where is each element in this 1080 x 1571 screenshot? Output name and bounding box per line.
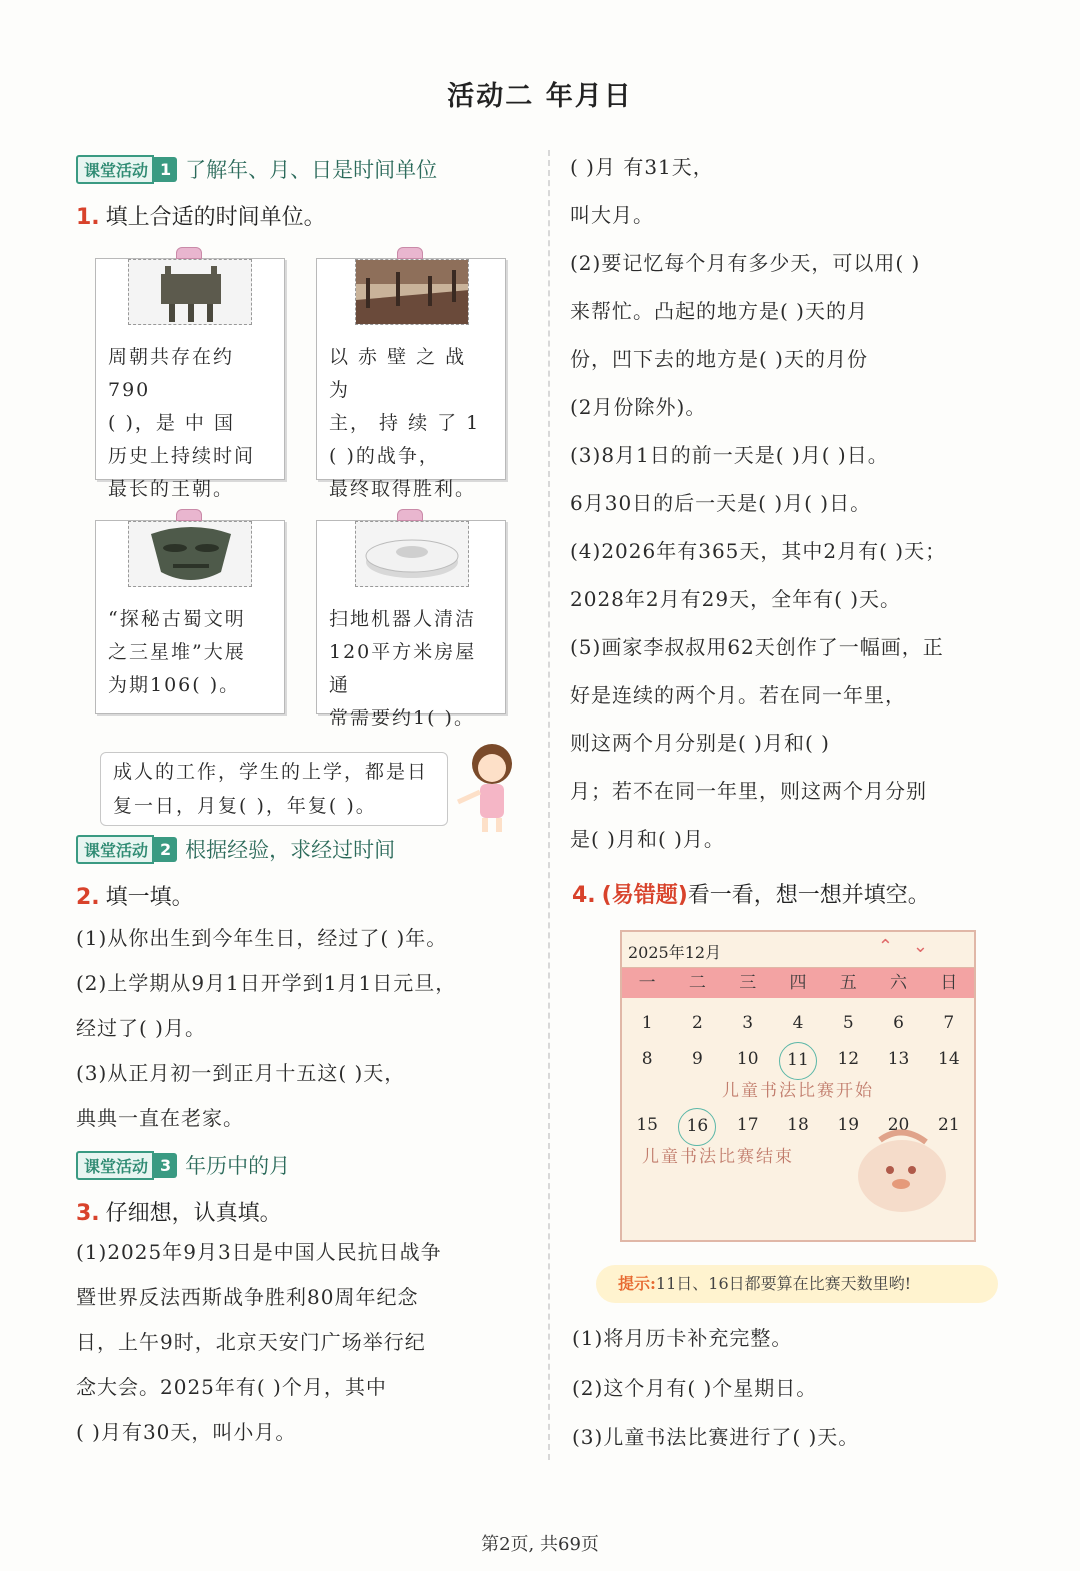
right-line: (4)2026年有365天，其中2月有( )天； <box>570 539 947 563</box>
q3-line: (1)2025年9月3日是中国人民抗日战争 <box>76 1240 442 1264</box>
section-1-header <box>76 154 437 184</box>
q4-line: (3)儿童书法比赛进行了( )天。 <box>572 1425 860 1449</box>
section-tag: 课堂活动 <box>76 835 154 864</box>
card-line: 以 赤 壁 之 战 为 <box>329 346 467 401</box>
q2-line: (3)从正月初一到正月十五这( )天， <box>76 1061 406 1085</box>
section-title: 根据经验，求经过时间 <box>185 838 396 862</box>
calendar-week-row <box>622 1006 974 1040</box>
weekday: 三 <box>739 973 757 993</box>
event-start-label: 儿童书法比赛开始 <box>722 1081 874 1101</box>
question-number: 4. <box>572 883 596 908</box>
section-3-header <box>76 1150 290 1180</box>
calendar-day: 8 <box>641 1049 653 1069</box>
right-line: (5)画家李叔叔用62天创作了一幅画，正 <box>570 635 944 659</box>
card-line: ( )的战争， <box>329 445 440 467</box>
q2-line: 典典一直在老家。 <box>76 1106 244 1130</box>
hint-text: 11日、16日都要算在比赛天数里哟! <box>655 1274 912 1293</box>
clip-icon <box>397 509 423 521</box>
calendar-nav-icons: ⌃⌄ <box>877 936 948 957</box>
clip-icon <box>397 247 423 259</box>
calendar-day: 2 <box>692 1013 703 1033</box>
card-line: 最长的王朝。 <box>108 478 235 500</box>
calendar-day: 15 <box>636 1115 658 1135</box>
calendar-day: 19 <box>837 1115 860 1135</box>
calendar-header <box>622 932 974 968</box>
weekday: 六 <box>890 973 908 993</box>
calendar-day: 17 <box>736 1115 759 1135</box>
section-number: 3 <box>154 1153 177 1178</box>
weekday: 一 <box>638 973 656 993</box>
q2-line: (1)从你出生到今年生日，经过了( )年。 <box>76 926 448 950</box>
card-robot-vacuum <box>316 520 506 729</box>
card-zhou-dynasty <box>95 258 285 500</box>
right-line: 叫大月。 <box>570 203 654 227</box>
section-2-header <box>76 834 395 864</box>
weekday: 二 <box>688 973 706 993</box>
q2-line: 经过了( )月。 <box>76 1016 206 1040</box>
card-sanxingdui <box>95 520 285 714</box>
card-line: 主， 持 续 了 1 <box>329 412 481 434</box>
page-title: 活动二 年月日 <box>447 81 633 112</box>
section-tag: 课堂活动 <box>76 155 154 184</box>
section-title: 年历中的月 <box>185 1154 291 1178</box>
q4-line: (1)将月历卡补充完整。 <box>572 1326 793 1350</box>
q4-line: (2)这个月有( )个星期日。 <box>572 1376 818 1400</box>
question-4-heading <box>572 878 930 909</box>
calendar-day: 14 <box>938 1049 960 1069</box>
q3-line: 暨世界反法西斯战争胜利80周年纪念 <box>76 1285 419 1309</box>
question-text: 填上合适的时间单位。 <box>105 205 326 230</box>
calendar-day: 3 <box>742 1013 754 1033</box>
calendar-day-circled <box>672 1108 722 1146</box>
calendar-day: 4 <box>792 1013 804 1033</box>
calendar-day: 20 <box>887 1115 910 1135</box>
right-line: 来帮忙。凸起的地方是( )天的月 <box>570 299 868 323</box>
calendar-week-row <box>622 1042 974 1080</box>
mascot-icon <box>840 1118 960 1222</box>
clip-icon <box>176 247 202 259</box>
right-line: (2月份除外)。 <box>570 395 707 419</box>
sanxingdui-mask-image <box>128 521 252 587</box>
card-line: 为期106( )。 <box>108 674 241 696</box>
circled-day: 16 <box>678 1108 716 1146</box>
card-red-cliffs <box>316 258 506 500</box>
speech-bubble <box>100 752 448 826</box>
q3-line: 念大会。2025年有( )个月，其中 <box>76 1375 387 1399</box>
calendar-day: 10 <box>736 1049 759 1069</box>
hint-banner <box>596 1265 998 1303</box>
section-number: 1 <box>154 157 177 182</box>
calendar-weekdays <box>622 968 974 998</box>
card-line: ( )，是 中 国 <box>108 412 235 434</box>
section-tag: 课堂活动 <box>76 1151 154 1180</box>
section-number: 2 <box>154 837 177 862</box>
card-line: 扫地机器人清洁 <box>329 608 477 630</box>
clip-icon <box>176 509 202 521</box>
weekday: 四 <box>789 973 807 993</box>
calendar-day: 6 <box>893 1013 904 1033</box>
q3-line: 日，上午9时，北京天安门广场举行纪 <box>76 1330 426 1354</box>
q3-line: ( )月有30天，叫小月。 <box>76 1420 297 1444</box>
right-line: ( )月 有31天， <box>570 155 714 179</box>
calendar-day: 1 <box>641 1013 653 1033</box>
month-calendar <box>620 930 976 1242</box>
q2-line: (2)上学期从9月1日开学到1月1日元旦， <box>76 971 457 995</box>
page-footer: 第2页, 共69页 <box>481 1534 599 1555</box>
calendar-day: 5 <box>842 1013 854 1033</box>
error-prone-tag: (易错题) <box>601 883 688 908</box>
weekday: 日 <box>940 973 958 993</box>
calendar-month: 2025年12月 <box>628 943 722 962</box>
card-line: 历史上持续时间 <box>108 445 256 467</box>
card-line: “探秘古蜀文明 <box>108 608 246 630</box>
circled-day: 11 <box>779 1042 817 1080</box>
card-line: 最终取得胜利。 <box>329 478 477 500</box>
question-number: 2. <box>76 885 100 910</box>
column-divider <box>548 150 550 1460</box>
calendar-day-circled <box>773 1042 823 1080</box>
calendar-day: 9 <box>692 1049 703 1069</box>
question-text: 看一看，想一想并填空。 <box>687 883 930 908</box>
question-1-heading <box>76 200 326 231</box>
event-end-label: 儿童书法比赛结束 <box>642 1147 794 1167</box>
red-cliffs-battle-image <box>355 259 469 325</box>
bronze-ding-image <box>128 259 252 325</box>
bubble-line: 复一日，月复( )，年复( )。 <box>113 795 377 817</box>
card-line: 120平方米房屋通 <box>329 641 477 696</box>
right-line: 月；若不在同一年里，则这两个月分别 <box>570 779 927 803</box>
question-text: 仔细想，认真填。 <box>105 1201 282 1226</box>
card-line: 常需要约1( )。 <box>329 707 475 729</box>
calendar-day: 21 <box>938 1115 960 1135</box>
right-line: 是( )月和( )月。 <box>570 827 725 851</box>
card-line: 周朝共存在约790 <box>108 346 235 401</box>
right-line: 份，凹下去的地方是( )天的月份 <box>570 347 868 371</box>
question-number: 3. <box>76 1201 100 1226</box>
right-line: 则这两个月分别是( )月和( ) <box>570 731 830 755</box>
calendar-day: 13 <box>887 1049 910 1069</box>
question-3-heading <box>76 1196 282 1227</box>
girl-icon <box>452 738 528 834</box>
card-line: 之三星堆”大展 <box>108 641 246 663</box>
right-line: 好是连续的两个月。若在同一年里， <box>570 683 906 707</box>
calendar-day: 12 <box>837 1049 860 1069</box>
question-number: 1. <box>76 205 100 230</box>
hint-label: 提示: <box>618 1274 656 1293</box>
question-2-heading <box>76 880 194 911</box>
right-line: (2)要记忆每个月有多少天，可以用( ) <box>570 251 921 275</box>
weekday: 五 <box>839 973 857 993</box>
robot-vacuum-image <box>355 521 469 587</box>
right-line: (3)8月1日的前一天是( )月( )日。 <box>570 443 889 467</box>
calendar-day: 7 <box>943 1013 955 1033</box>
calendar-day: 18 <box>787 1115 809 1135</box>
question-text: 填一填。 <box>105 885 194 910</box>
right-line: 6月30日的后一天是( )月( )日。 <box>570 491 872 515</box>
right-line: 2028年2月有29天，全年有( )天。 <box>570 587 902 611</box>
bubble-line: 成人的工作，学生的上学，都是日 <box>113 761 429 783</box>
section-title: 了解年、月、日是时间单位 <box>185 158 438 182</box>
